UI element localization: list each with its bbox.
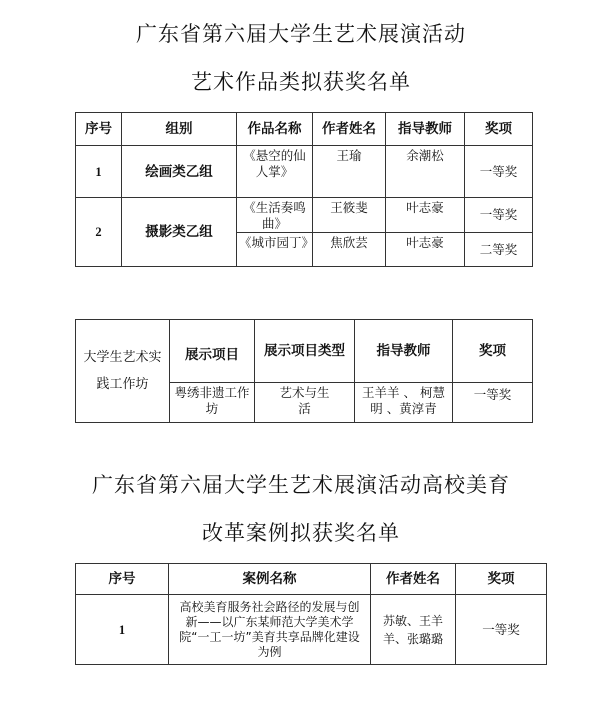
header-no: 序号 <box>76 113 122 146</box>
row-author: 焦欣芸 <box>313 233 386 267</box>
header-project-type: 展示项目类型 <box>255 320 355 383</box>
table-header-row <box>76 320 533 383</box>
row-advisor: 王羊羊 、 柯慧明 、黄淳青 <box>355 383 453 423</box>
artwork-awards-table <box>75 112 533 267</box>
header-group: 组别 <box>122 113 237 146</box>
table-row <box>76 595 547 665</box>
row-case: 高校美育服务社会路径的发展与创新——以广东某师范大学美术学院“一工一坊”美育共享品牌化建设为例 <box>169 595 371 665</box>
row-work: 《生活奏鸣曲》 <box>237 198 313 233</box>
row-no: 1 <box>76 146 122 198</box>
header-author: 作者姓名 <box>371 564 456 595</box>
header-no: 序号 <box>76 564 169 595</box>
header-advisor: 指导教师 <box>386 113 465 146</box>
row-advisor: 叶志豪 <box>386 233 465 267</box>
row-project: 粤绣非遗工作坊 <box>170 383 255 423</box>
header-award: 奖项 <box>453 320 533 383</box>
workshop-label: 大学生艺术实践工作坊 <box>76 320 170 423</box>
header-award: 奖项 <box>465 113 533 146</box>
row-no: 1 <box>76 595 169 665</box>
row-work: 《悬空的仙人掌》 <box>237 146 313 198</box>
row-author: 苏敏、王羊羊、张璐璐 <box>371 595 456 665</box>
workshop-awards-table <box>75 319 533 423</box>
table-row <box>76 146 533 198</box>
header-project: 展示项目 <box>170 320 255 383</box>
table-header-row <box>76 564 547 595</box>
row-group: 摄影类乙组 <box>122 198 237 267</box>
row-author: 王筱斐 <box>313 198 386 233</box>
row-project-type: 艺术与生活 <box>255 383 355 423</box>
header-advisor: 指导教师 <box>355 320 453 383</box>
row-award: 一等奖 <box>465 146 533 198</box>
table-row <box>76 198 533 233</box>
section3-title-line2: 改革案例拟获奖名单 <box>202 521 400 545</box>
row-author: 王瑜 <box>313 146 386 198</box>
section3-title-line1: 广东省第六届大学生艺术展演活动高校美育 <box>92 473 510 497</box>
table-header-row <box>76 113 533 146</box>
section1-title-line1: 广东省第六届大学生艺术展演活动 <box>136 22 466 46</box>
row-no: 2 <box>76 198 122 267</box>
section1-title-line2: 艺术作品类拟获奖名单 <box>191 70 411 94</box>
header-work: 作品名称 <box>237 113 313 146</box>
header-award: 奖项 <box>456 564 547 595</box>
row-award: 一等奖 <box>453 383 533 423</box>
header-case: 案例名称 <box>169 564 371 595</box>
row-award: 一等奖 <box>456 595 547 665</box>
row-work: 《城市园丁》 <box>237 233 313 267</box>
case-awards-table <box>75 563 547 665</box>
row-award: 一等奖 <box>465 198 533 233</box>
row-group: 绘画类乙组 <box>122 146 237 198</box>
row-award: 二等奖 <box>465 233 533 267</box>
row-advisor: 余潮松 <box>386 146 465 198</box>
header-author: 作者姓名 <box>313 113 386 146</box>
row-advisor: 叶志豪 <box>386 198 465 233</box>
